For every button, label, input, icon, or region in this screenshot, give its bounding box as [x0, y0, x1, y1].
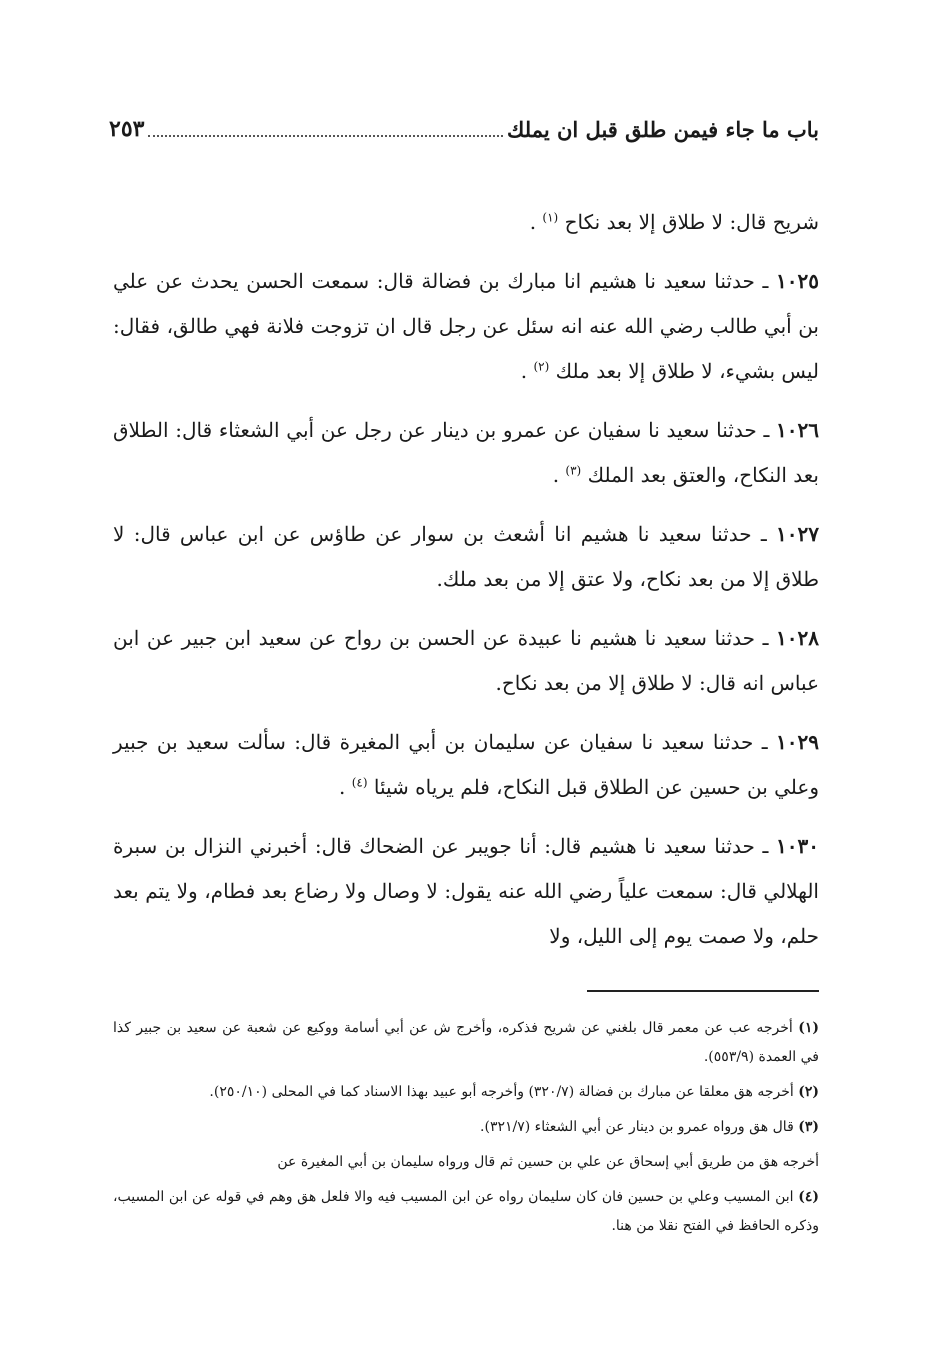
paragraph: [113, 720, 819, 810]
paragraph-text: ـ حدثنا سعيد نا سفيان عن سليمان بن أبي المغيرة قال: سألت سعيد بن جبير وعلي بن حسين عن الطلاق قبل النكاح، فلم يرياه شيئا: [113, 730, 819, 799]
hadith-number: ١٠٢٨: [776, 626, 820, 650]
paragraph-text: ـ حدثنا سعيد نا هشيم نا عبيدة عن الحسن بن رواح عن سعيد ابن جبير عن ابن عباس انه قال: لا طلاق إلا من بعد نكاح.: [113, 626, 819, 695]
footnote: [113, 1113, 819, 1142]
paragraph-end: .: [529, 210, 537, 234]
footnote-number: (٤): [798, 1189, 820, 1205]
footnote: [113, 1183, 819, 1241]
paragraph-text: ـ حدثنا سعيد نا هشيم قال: أنا جويبر عن الضحاك قال: أخبرني النزال بن سبرة الهلالي قال: سمعت علياً رضي الله عنه يقول: لا وصال ولا رضاع بعد فطام، ولا يتم بعد حلم، ولا صمت يوم إلى الليل، ولا: [113, 834, 819, 948]
paragraph-text: شريح قال: لا طلاق إلا بعد نكاح: [564, 210, 819, 234]
paragraph-end: .: [552, 463, 560, 487]
footnote-separator: [587, 990, 819, 992]
paragraph: [113, 259, 819, 394]
footnote-marker: (٢): [533, 359, 550, 374]
footnote: [113, 1014, 819, 1072]
paragraph: [113, 408, 819, 498]
footnote-text: أخرجه هق معلقا عن مبارك بن فضالة (٣٢٠/٧) وأخرجه أبو عبيد بهذا الاسناد كما في المحلى (٢٥٠/١٠).: [209, 1084, 794, 1100]
paragraph-end: .: [520, 359, 528, 383]
footnote: [113, 1148, 819, 1177]
paragraph: [113, 512, 819, 602]
hadith-number: ١٠٢٦: [776, 418, 820, 442]
footnote-marker: (١): [542, 210, 559, 225]
footnote-number: (٣): [798, 1119, 819, 1135]
paragraph: [113, 824, 819, 959]
footnote-number: (١): [798, 1020, 820, 1036]
running-header: [109, 112, 819, 146]
footnote-number: (٢): [798, 1084, 819, 1100]
paragraph-end: .: [338, 775, 346, 799]
footnote-marker: (٣): [565, 463, 582, 478]
footnote-text: أخرجه عب عن معمر قال بلغني عن شريح فذكره، وأخرج ش عن أبي أسامة ووكيع عن شعبة عن سعيد بن جبير كذا في العمدة (٥٥٣/٩).: [113, 1020, 819, 1065]
main-text: [113, 200, 819, 973]
hadith-number: ١٠٣٠: [776, 834, 819, 858]
footnote: [113, 1078, 819, 1107]
paragraph: [113, 616, 819, 706]
hadith-number: ١٠٢٧: [776, 522, 819, 546]
footnote-text: أخرجه هق من طريق أبي إسحاق عن علي بن حسين ثم قال ورواه سليمان بن أبي المغيرة عن: [277, 1154, 819, 1170]
hadith-number: ١٠٢٩: [776, 730, 820, 754]
paragraph-text: ـ حدثنا سعيد نا هشيم انا مبارك بن فضالة قال: سمعت الحسن يحدث عن علي بن أبي طالب رضي الله عنه انه سئل عن رجل قال ان تزوجت فلانة فهي طالق، فقال: ليس بشيء، لا طلاق إلا بعد ملك: [113, 269, 819, 383]
running-title: باب ما جاء فيمن طلق قبل ان يملك: [507, 116, 819, 142]
paragraph: [113, 200, 819, 245]
footnote-text: ابن المسيب وعلي بن حسين فان كان سليمان رواه عن ابن المسيب فيه والا فلعل هق وهم في قوله عن ابن المسيب، وذكره الحافظ في الفتح نقلا من هنا.: [113, 1189, 819, 1234]
paragraph-text: ـ حدثنا سعيد نا هشيم انا أشعث بن سوار عن طاؤس عن ابن عباس قال: لا طلاق إلا من بعد نكاح، ولا عتق إلا من بعد ملك.: [113, 522, 819, 591]
footnote-text: قال هق ورواه عمرو بن دينار عن أبي الشعثاء (٣٢١/٧).: [480, 1119, 794, 1135]
footnotes: [113, 1014, 819, 1247]
page-number: ٢٥٣: [109, 116, 145, 142]
dotted-leader: [148, 121, 503, 137]
paragraph-text: ـ حدثنا سعيد نا سفيان عن عمرو بن دينار عن رجل عن أبي الشعثاء قال: الطلاق بعد النكاح، والعتق بعد الملك: [113, 418, 819, 487]
hadith-number: ١٠٢٥: [776, 269, 820, 293]
footnote-marker: (٤): [351, 775, 368, 790]
